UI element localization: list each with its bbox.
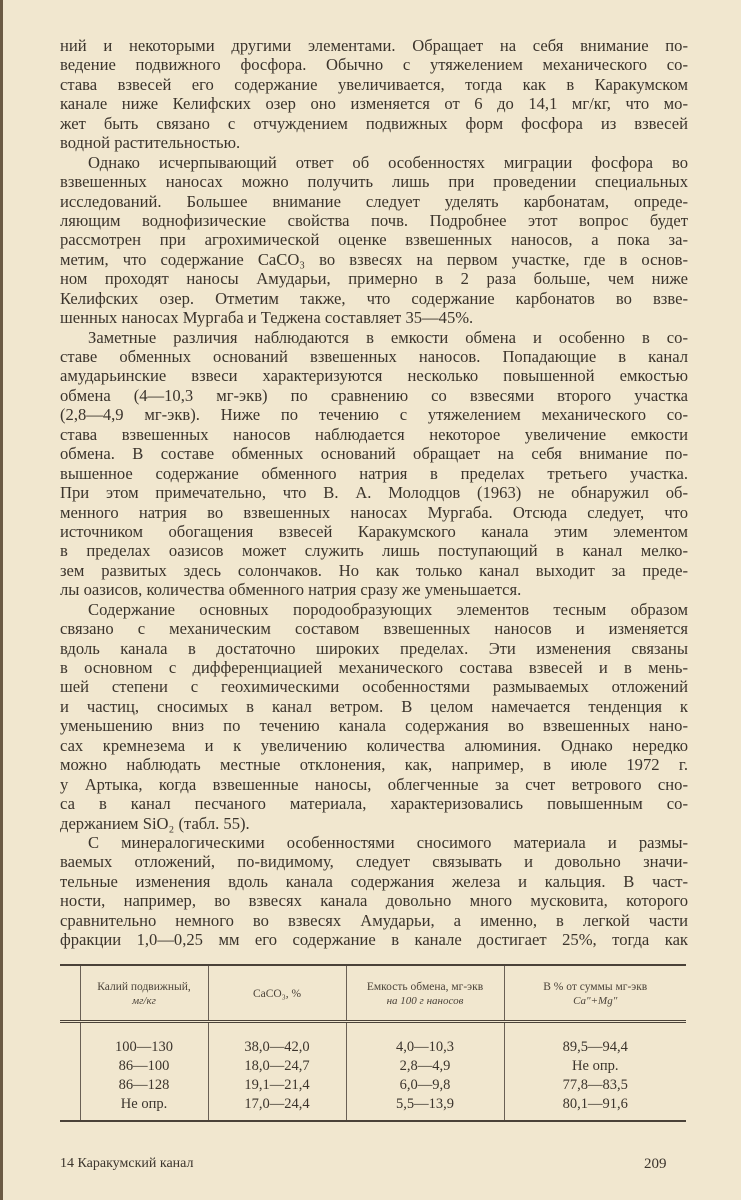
data-table xyxy=(60,964,686,1122)
table-cell: 86—128 xyxy=(80,1076,208,1095)
table-cell: 38,0—42,0 xyxy=(208,1022,346,1058)
header-unit: Ca"+Mg" xyxy=(573,995,618,1007)
table-cell: 6,0—9,8 xyxy=(346,1076,504,1095)
table-cell: 17,0—24,4 xyxy=(208,1095,346,1121)
text-line: лы оазисов, количества обменного натрия сразу же уменьшается. xyxy=(60,580,522,600)
text-line: става взвесей его содержание увеличивается, тогда как в Каракумском xyxy=(60,74,688,94)
text-line: Однако исчерпывающий ответ об особенностях миграции фосфора во xyxy=(88,152,688,172)
text-line: фракции 1,0—0,25 мм его содержание в канале достигает 25%, тогда как xyxy=(60,930,688,950)
text-line: исследований. Большее внимание следует уделять карбонатам, опреде- xyxy=(60,191,688,211)
table-cell: 2,8—4,9 xyxy=(346,1057,504,1076)
table-row xyxy=(60,1057,686,1076)
text-line: При этом примечательно, что В. А. Молодцов (1963) не обнаружил об- xyxy=(60,483,688,503)
text-line: обмена. В составе обменных оснований обращает на себя внимание по- xyxy=(60,444,688,464)
page-edge xyxy=(0,0,3,1200)
column-header xyxy=(80,965,208,1022)
body-text xyxy=(60,36,688,950)
text-line: ваемых отложений, по-видимому, следует связывать и довольно значи- xyxy=(60,852,688,872)
text-line: у Артыка, когда взвешенные наносы, облегченные за счет ветрового сно- xyxy=(60,774,688,794)
text-line: и частиц, сносимых в канал ветром. В целом намечается тенденция к xyxy=(60,696,688,716)
text-line: ности, например, во взвесях канала довольно много мусковита, которого xyxy=(60,891,688,911)
header-label: В % от суммы мг-экв xyxy=(543,981,648,993)
text-line: ставе обменных оснований взвешенных наносов. Попадающие в канал xyxy=(60,347,688,366)
table-cell: 89,5—94,4 xyxy=(504,1022,686,1058)
text-line: тельные изменения вдоль канала содержания железа и кальция. В част- xyxy=(60,871,688,891)
table-cell: 4,0—10,3 xyxy=(346,1022,504,1058)
header-label: Калий подвижный, xyxy=(97,981,191,993)
header-unit: мг/кг xyxy=(132,995,156,1007)
text-line: вдоль канала в достаточно широких пределах. Эти изменения связаны xyxy=(60,638,688,658)
table-cell: Не опр. xyxy=(80,1095,208,1121)
text-line: в пределах оазисов может служить лишь поступающий в канал мелко- xyxy=(60,541,688,561)
text-line: шей степени с геохимическими особенностями размываемых отложений xyxy=(60,677,688,697)
table-cell: 80,1—91,6 xyxy=(504,1095,686,1121)
text-line: Содержание основных породообразующих элементов тесным образом xyxy=(88,599,688,619)
text-line: сах кремнезема и к увеличению количества алюминия. Однако нередко xyxy=(60,735,688,755)
text-line: С минералогическими особенностями сносимого материала и размы- xyxy=(88,832,688,852)
text-line: зем развитых здесь солончаков. Но как только канал выходит за преде- xyxy=(60,560,688,580)
text-line: можно наблюдать местные отклонения, как, например, в июле 1972 г. xyxy=(60,755,688,775)
text-line: обмена (4—10,3 мг-экв) по сравнению со взвесями второго участка xyxy=(60,385,688,405)
header-label: Емкость обмена, мг-экв xyxy=(366,981,484,993)
column-header xyxy=(346,965,504,1022)
text-line: става взвешенных наносов наблюдается некоторое увеличение емкости xyxy=(60,424,688,444)
text-line: рассмотрен при агрохимической оценке взвешенных наносов, а пока за- xyxy=(60,230,688,250)
header-unit: на 100 г наносов xyxy=(386,995,464,1007)
column-header xyxy=(504,965,686,1022)
text-line: в основном с дифференциацией механического состава взвесей и в мень- xyxy=(60,658,688,677)
text-line: жет быть связано с отчуждением подвижных форм фосфора из взвесей xyxy=(60,113,688,133)
text-line: держанием SiO₂ (табл. 55). xyxy=(60,813,250,833)
text-line: шенных наносах Мургаба и Теджена составляет 35—45%. xyxy=(60,308,474,328)
text-line: Келифских озер. Отметим также, что содержание карбонатов во взве- xyxy=(60,288,688,308)
text-line: ном проходят наносы Амударьи, примерно в 2 раза больше, чем ниже xyxy=(60,269,688,289)
text-line: взвешенных наносах можно получить лишь при проведении специальных xyxy=(60,172,688,192)
text-line: ний и некоторыми другими элементами. Обращает на себя внимание по- xyxy=(60,36,688,55)
text-line: амударьинские взвеси характеризуются несколько повышенной емкостью xyxy=(60,366,688,386)
header-label: CaCO₃, % xyxy=(252,988,302,1000)
table-row xyxy=(60,1076,686,1095)
page-number: 209 xyxy=(644,1156,667,1172)
table-cell: 77,8—83,5 xyxy=(504,1076,686,1095)
text-line: ведение подвижного фосфора. Обычно с утяжелением механического со- xyxy=(60,55,688,75)
table-left-margin xyxy=(60,965,80,1022)
text-line: Заметные различия наблюдаются в емкости обмена и особенно в со- xyxy=(88,327,688,347)
text-line: (2,8—4,9 мг-экв). Ниже по течению с утяжелением механического со- xyxy=(60,405,688,425)
table-cell: Не опр. xyxy=(504,1057,686,1076)
table-row xyxy=(60,1095,686,1121)
text-line: менного натрия во взвешенных наносах Мургаба. Отсюда следует, что xyxy=(60,502,688,522)
row-margin xyxy=(60,1076,80,1095)
text-line: канале ниже Келифских озер оно изменяется от 6 до 14,1 мг/кг, что мо- xyxy=(60,94,688,114)
column-header xyxy=(208,965,346,1022)
table-cell: 19,1—21,4 xyxy=(208,1076,346,1095)
row-margin xyxy=(60,1057,80,1076)
table-row xyxy=(60,1022,686,1058)
text-line: водной растительностью. xyxy=(60,133,241,153)
text-line: вышенное содержание обменного натрия в пределах третьего участка. xyxy=(60,463,688,483)
row-margin xyxy=(60,1022,80,1058)
table-cell: 86—100 xyxy=(80,1057,208,1076)
text-line: источником обогащения взвесей Каракумского канала этим элементом xyxy=(60,521,688,541)
table-cell: 100—130 xyxy=(80,1022,208,1058)
text-line: сравнительно немного во взвесях Амударьи, а именно, в легкой части xyxy=(60,910,688,930)
text-line: са в канал песчаного материала, характеризовались повышенным со- xyxy=(60,794,688,814)
text-line: уменьшению вниз по течению канала содержания во взвешенных нано- xyxy=(60,716,688,736)
signature-mark: 14 Каракумский канал xyxy=(60,1156,194,1171)
text-line: связано с механическим составом взвешенных наносов и изменяется xyxy=(60,619,688,639)
table-cell: 5,5—13,9 xyxy=(346,1095,504,1121)
text-line: метим, что содержание CaCO₃ во взвесях на первом участке, где в основ- xyxy=(60,249,688,269)
text-line: ляющим воднофизические свойства почв. Подробнее этот вопрос будет xyxy=(60,210,688,230)
table-cell: 18,0—24,7 xyxy=(208,1057,346,1076)
row-margin xyxy=(60,1095,80,1121)
